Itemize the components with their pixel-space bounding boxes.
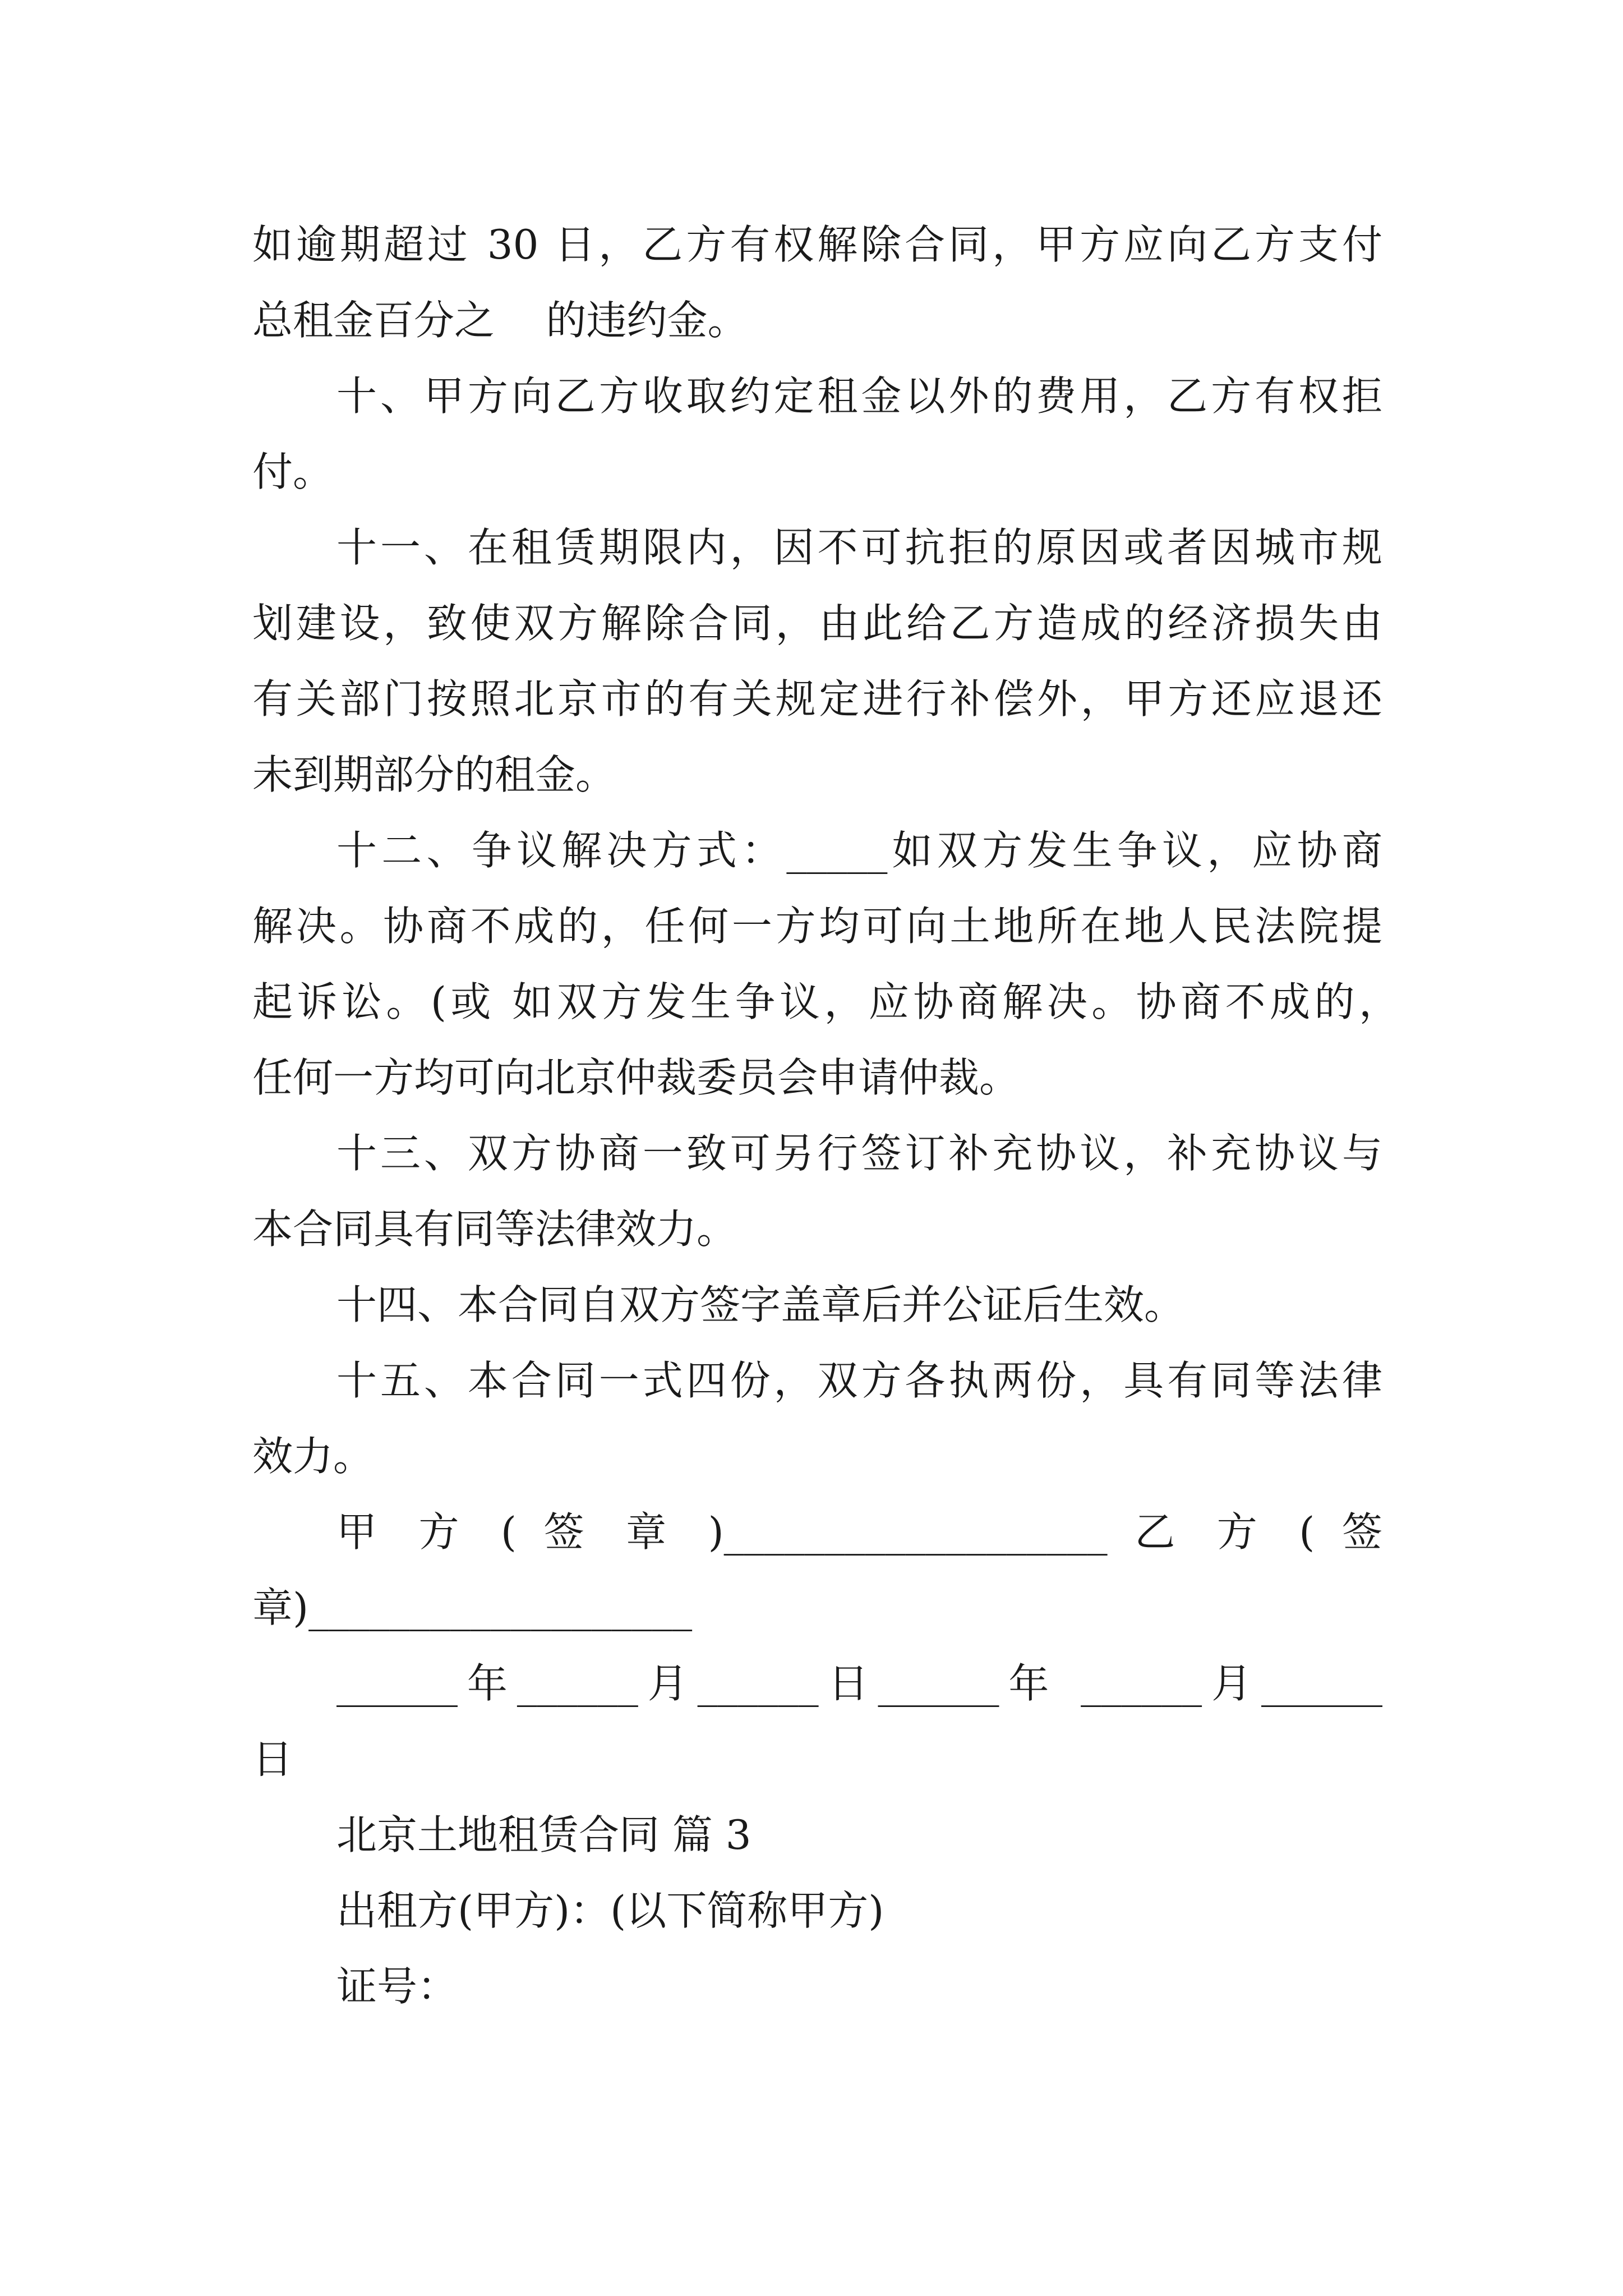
date-line: ______年______月______日______年 ______月______ — [336, 1660, 1382, 1707]
text-line: 未到期部分的租金。 — [252, 751, 616, 798]
section-heading: 北京土地租赁合同 篇 3 — [336, 1811, 751, 1858]
lessor-line: 出租方(甲方)：(以下简称甲方) — [336, 1887, 884, 1934]
clause-11: 十一、在租赁期限内，因不可抗拒的原因或者因城市规 — [336, 524, 1382, 571]
text-line: 任何一方均可向北京仲裁委员会申请仲裁。 — [252, 1054, 1020, 1101]
clause-15: 十五、本合同一式四份，双方各执两份，具有同等法律 — [336, 1357, 1382, 1404]
signature-line: 章)___________________ — [252, 1584, 693, 1631]
text-line: 有关部门按照北京市的有关规定进行补偿外，甲方还应退还 — [252, 675, 1382, 723]
clause-10: 十、甲方向乙方收取约定租金以外的费用，乙方有权拒 — [336, 372, 1382, 420]
text-line: 解决。协商不成的，任何一方均可向土地所在地人民法院提 — [252, 903, 1382, 950]
text-line: 起诉讼。(或 如双方发生争议，应协商解决。协商不成的， — [252, 978, 1399, 1025]
clause-14: 十四、本合同自双方签字盖章后并公证后生效。 — [336, 1281, 1185, 1328]
signature-line: 甲 方 ( 签 章 )___________________ 乙 方 ( 签 — [336, 1508, 1382, 1556]
text-line: 付。 — [252, 448, 334, 495]
text-line: 划建设，致使双方解除合同，由此给乙方造成的经济损失由 — [252, 600, 1382, 647]
text-line: 总租金百分之 的违约金。 — [252, 297, 748, 344]
certificate-line: 证号： — [336, 1963, 458, 2010]
text-line: 本合同具有同等法律效力。 — [252, 1205, 737, 1253]
clause-13: 十三、双方协商一致可另行签订补充协议，补充协议与 — [336, 1130, 1382, 1177]
clause-12: 十二、争议解决方式：_____如双方发生争议，应协商 — [336, 827, 1382, 874]
date-line: 日 — [252, 1736, 293, 1783]
text-line: 效力。 — [252, 1433, 374, 1480]
text-line: 如逾期超过 30 日，乙方有权解除合同，甲方应向乙方支付 — [252, 221, 1382, 268]
